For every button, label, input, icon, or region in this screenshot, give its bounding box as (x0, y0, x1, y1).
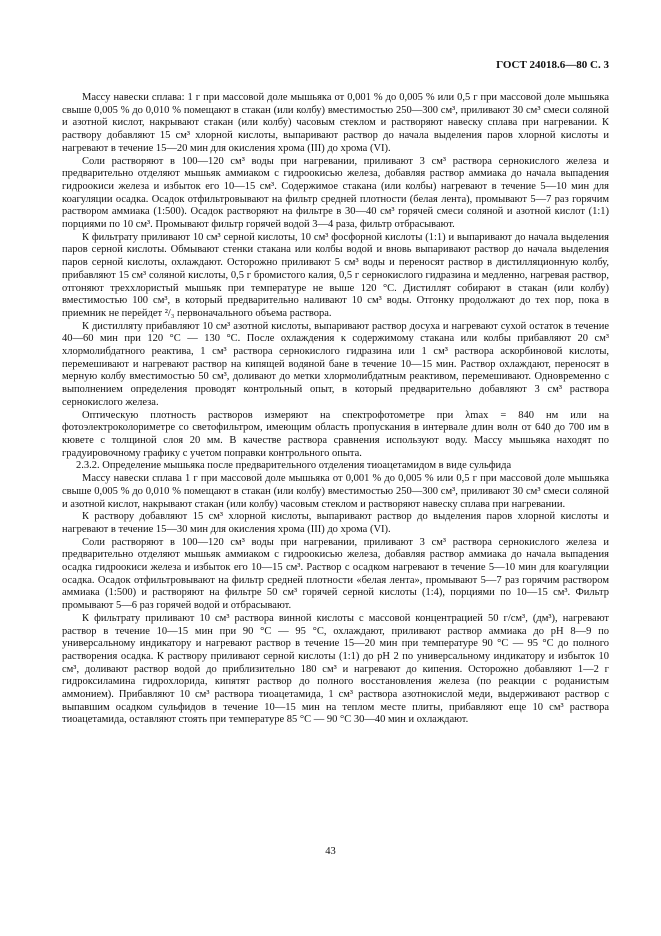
paragraph-9: Соли растворяют в 100—120 см³ воды при нагревании, приливают 3 см³ раствора сернокислого железа и предварительно отделяют мышьяк аммиаком с гидроокисью железа, добавляя раствор аммиака до начала выпадения осадка гидроокиси железа и избыток его 10—15 см³. Раствор с осадком нагревают в течение 5—10 мин для коагуляции осадка. Осадок отфильтровывают на фильтр средней плотности «белая лента», промывают 5—7 раз горячим раствором аммиака (1:500) и растворяют на фильтре 50 см³ горячей серной кислоты (1:4), порциями по 10—15 см³. Фильтр промывают 5—6 раз горячей водой и отбрасывают. (62, 536, 609, 612)
paragraph-8: К раствору добавляют 15 см³ хлорной кислоты, выпаривают раствор до выделения паров хлорной кислоты и нагревают в течение 15—30 мин для окисления хрома (III) до хрома (VI). (62, 511, 609, 535)
body-text (62, 92, 609, 727)
paragraph-2: Соли растворяют в 100—120 см³ воды при нагревании, приливают 3 см³ раствора сернокислого железа и предварительно отделяют мышьяк аммиаком с гидроокисью железа, добавляя раствор аммиака до начала выпадения гидроокиси железа и избыток его 10—15 см³. Содержимое стакана (или колбы) нагревают в течение 5—10 мин для коагуляции осадка. Осадок отфильтровывают на фильтр средней плотности (белая лента), промывают 5—7 раз горячим раствором аммиака (1:500). Осадок растворяют на фильтре в 30—40 см³ горячей смеси соляной и азотной кислот (1:1) порциями по 10 см³. Промывают фильтр горячей водой 3—4 раза, фильтр отбрасывают. (62, 155, 609, 231)
paragraph-7: Массу навески сплава 1 г при массовой доле мышьяка от 0,001 % до 0,005 % или 0,5 г при массовой доле мышьяка свыше 0,005 % до 0,010 % помещают в стакан (или колбу) вместимостью 250—300 см³, приливают 30 см³ смеси соляной и азотной кислот, накрывают стакан (или колбу) часовым стеклом и растворяют навеску сплава при нагревании. (62, 473, 609, 510)
page-number: 43 (325, 846, 336, 857)
paragraph-10: К фильтрату приливают 10 см³ раствора винной кислоты с массовой концентрацией 50 г/см³, (дм³), нагревают раствор в течение 10—15 мин при 90 °С — 95 °С, охлаждают, приливают раствор аммиака до рН 8—9 по универсальному индикатору и нагревают раствор в течение 15—20 мин при температуре 90 °С — 95 °С до полного растворения осадка. К раствору приливают серной кислоты (1:1) до рН 2 по универсальному индикатору и избыток 10 см³, доливают раствор водой до приблизительно 180 см³ и нагревают до кипения. Осторожно добавляют 1—2 г гидроксиламина гидрохлорида, кипятят раствор до полного восстановления железа (по реакции с роданистым аммонием). Прибавляют 10 см³ раствора тиоацетамида, 1 см³ раствора азотнокислой меди, выдерживают раствор с выпавшим осадком сульфидов в течение 10—15 мин на теплом месте плиты, прибавляют еще 10 см³ раствора тиоацетамида, оставляют стоять при температуре 85 °С — 90 °С 30—40 мин и охлаждают. (62, 612, 609, 726)
paragraph-1: Массу навески сплава: 1 г при массовой доле мышьяка от 0,001 % до 0,005 % или 0,5 г при массовой доле мышьяка свыше 0,005 % до 0,010 % помещают в стакан (или колбу) вместимостью 250—300 см³, приливают 30 см³ смеси соляной и азотной кислот, накрывают стакан (или колбу) часовым стеклом и растворяют навеску сплава при нагревании. К раствору добавляют 15 см³ хлорной кислоты, выпаривают раствор до начала выделения паров хлорной кислоты и нагревают в течение 15—20 мин для окисления хрома (III) до хрома (VI). (62, 92, 609, 154)
paragraph-4: К дистилляту прибавляют 10 см³ азотной кислоты, выпаривают раствор досуха и нагревают сухой остаток в течение 40—60 мин при 120 °С — 130 °С. После охлаждения к содержимому стакана или колбы прибавляют 20 см³ хлормолибдатного реактива, 1 см³ раствора сернокислого гидразина или 1 см³ раствора аскорбиновой кислоты, перемешивают и нагревают раствор на кипящей водяной бане в течение 10—15 мин. Раствор охлаждают, переносят в мерную колбу вместимостью 50 см³, доливают до метки хлормолибдатным реактивом, перемешивают. Одновременно с выполнением определения проводят контрольный опыт, в который предварительно добавляют 3 см³ раствора сернокислого железа. (62, 320, 609, 408)
section-heading-2-3-2: 2.3.2. Определение мышьяка после предварительного отделения тиоацетамидом в виде сульфида (76, 460, 512, 472)
running-header: ГОСТ 24018.6—80 С. 3 (496, 59, 609, 71)
paragraph-5: Оптическую плотность растворов измеряют на спектрофотометре при λmax = 840 нм или на фотоэлектроколориметре со светофильтром, имеющим область пропускания в интервале длин волн от 640 до 700 им в кювете с толщиной слоя 20 мм. В качестве раствора сравнения используют воду. Массу мышьяка находят по градуировочному графику с учетом поправки контрольного опыта. (62, 409, 609, 459)
paragraph-3: К фильтрату приливают 10 см³ серной кислоты, 10 см³ фосфорной кислоты (1:1) и выпаривают до начала выделения паров серной кислоты. Обмывают стенки стакана или колбы водой и вновь выпаривают раствор до начала выделения паров серной кислоты, охлаждают. Осторожно приливают 5 см³ воды и переносят раствор в дистилляционную колбу, прибавляют 15 см³ соляной кислоты, 0,5 г бромистого калия, 0,5 г сернокислого гидразина и медленно, нагревая раствор, отгоняют треххлористый мышьяк при температуре не выше 120 °С. Дистиллят собирают в стакан (или колбу) вместимостью 100 см³, в который предварительно наливают 10 см³ воды. Отгонку продолжают до тех пор, пока в приемник не перейдет ²/₃ первоначального объема раствора. (62, 231, 609, 319)
